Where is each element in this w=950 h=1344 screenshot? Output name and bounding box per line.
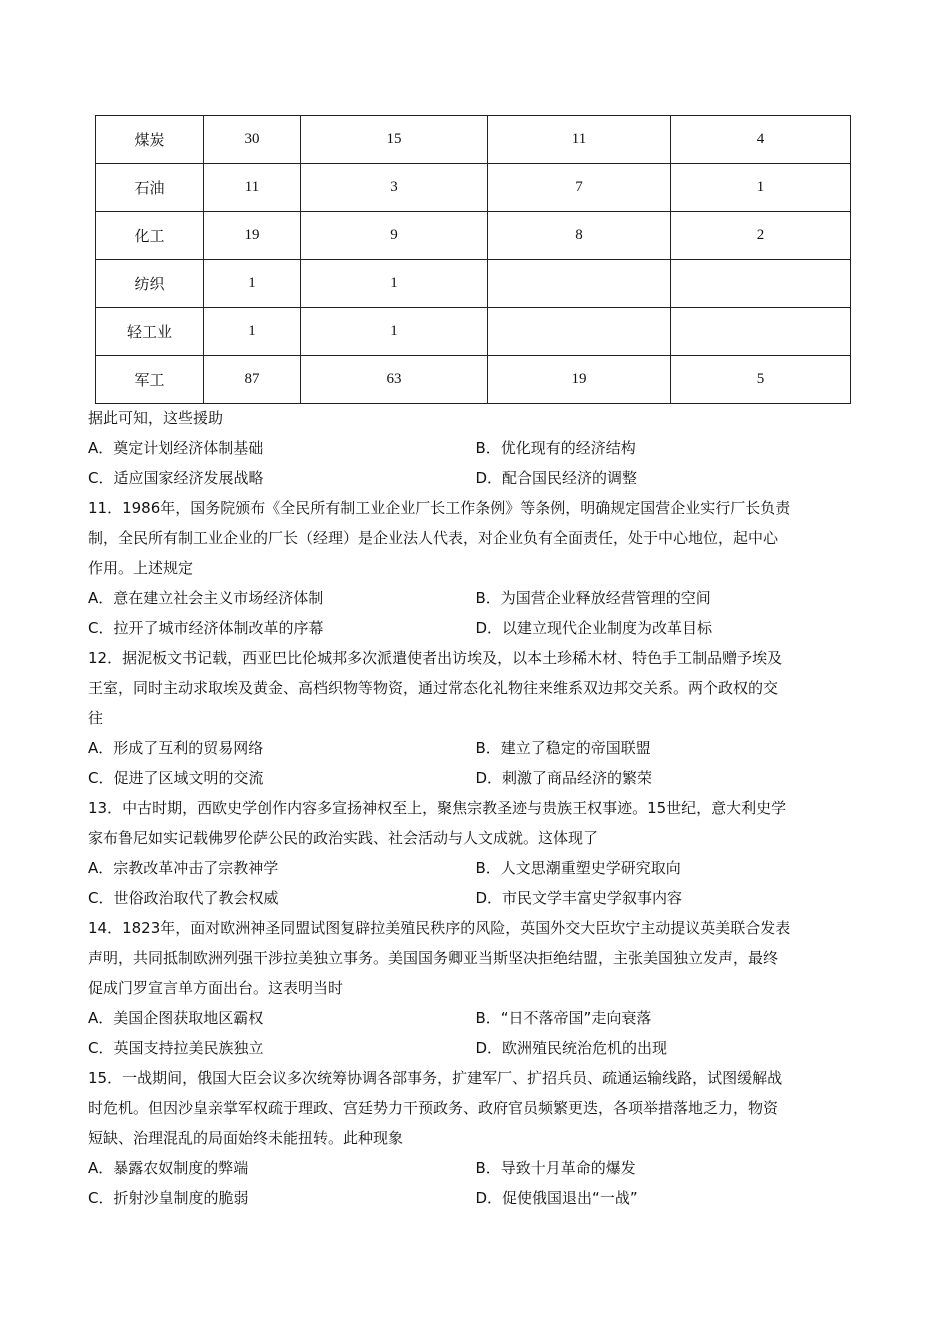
table-cell: 1 [204,308,301,356]
option-b[interactable]: B．人文思潮重塑史学研究取向 [475,859,681,877]
table-cell: 7 [488,164,671,212]
question-stem-line: 短缺、治理混乱的局面始终未能扭转。此种现象 [88,1129,404,1147]
question-10 [88,403,863,493]
question-stem-line: 声明，共同抵制欧洲列强干涉拉美独立事务。美国国务卿亚当斯坚决拒绝结盟，主张美国独立发声，最终 [88,949,779,967]
question-stem-line: 往 [88,709,104,727]
options-row [88,433,863,463]
question-stem-line: 家布鲁尼如实记载佛罗伦萨公民的政治实践、社会活动与人文成就。这体现了 [88,829,599,847]
question-stem: 据此可知，这些援助 [88,409,224,427]
table-cell: 87 [204,356,301,404]
options-row [88,1003,863,1033]
question-stem-line: 作用。上述规定 [88,559,194,577]
aid-projects-table [95,115,851,404]
options-row [88,1183,863,1213]
table-cell: 1 [301,260,488,308]
question-stem-line: 15．一战期间，俄国大臣会议多次统筹协调各部事务，扩建军厂、扩招兵员、疏通运输线路，试图缓解战 [88,1069,783,1087]
question-11 [88,493,863,643]
option-c[interactable]: C．适应国家经济发展战略 [88,469,264,487]
option-c[interactable]: C．促进了区域文明的交流 [88,769,264,787]
table-cell: 30 [204,116,301,164]
table-cell: 19 [204,212,301,260]
question-stem-line: 13．中古时期，西欧史学创作内容多宣扬神权至上，聚焦宗教圣迹与贵族王权事迹。15世纪，意大利史学 [88,799,787,817]
option-c[interactable]: C．世俗政治取代了教会权威 [88,889,279,907]
table-row [96,356,851,404]
option-d[interactable]: D．刺激了商品经济的繁荣 [475,769,653,787]
row-label: 纺织 [96,260,204,308]
row-label: 石油 [96,164,204,212]
option-b[interactable]: B．“日不落帝国”走向衰落 [475,1009,652,1027]
question-stem-line: 14．1823年，面对欧洲神圣同盟试图复辟拉美殖民秩序的风险，英国外交大臣坎宁主动提议英美联合发表 [88,919,791,937]
option-a[interactable]: A．暴露农奴制度的弊端 [88,1159,249,1177]
table-cell [488,260,671,308]
table-cell [671,308,851,356]
table-row [96,260,851,308]
table-cell [488,308,671,356]
option-a[interactable]: A．宗教改革冲击了宗教神学 [88,859,279,877]
options-row [88,763,863,793]
options-row [88,463,863,493]
table-cell: 19 [488,356,671,404]
option-d[interactable]: D．欧洲殖民统治危机的出现 [475,1039,668,1057]
table-row [96,308,851,356]
table-cell: 11 [204,164,301,212]
table-cell: 1 [671,164,851,212]
option-b[interactable]: B．建立了稳定的帝国联盟 [475,739,651,757]
table-cell: 2 [671,212,851,260]
table-row [96,164,851,212]
options-row [88,613,863,643]
option-b[interactable]: B．为国营企业释放经营管理的空间 [475,589,711,607]
question-stem-line: 制，全民所有制工业企业的厂长（经理）是企业法人代表，对企业负有全面责任，处于中心地位，起中心 [88,529,779,547]
option-a[interactable]: A．形成了互利的贸易网络 [88,739,264,757]
question-13 [88,793,863,913]
question-15 [88,1063,863,1213]
row-label: 化工 [96,212,204,260]
table-row [96,212,851,260]
table-cell: 8 [488,212,671,260]
option-c[interactable]: C．英国支持拉美民族独立 [88,1039,264,1057]
option-c[interactable]: C．拉开了城市经济体制改革的序幕 [88,619,324,637]
table-cell: 3 [301,164,488,212]
option-d[interactable]: D．市民文学丰富史学叙事内容 [475,889,683,907]
question-stem-line: 12．据泥板文书记载，西亚巴比伦城邦多次派遣使者出访埃及，以本土珍稀木材、特色手工制品赠予埃及 [88,649,783,667]
table-cell [671,260,851,308]
option-a[interactable]: A．意在建立社会主义市场经济体制 [88,589,324,607]
question-stem-line: 促成门罗宣言单方面出台。这表明当时 [88,979,344,997]
option-b[interactable]: B．导致十月革命的爆发 [475,1159,636,1177]
options-row [88,883,863,913]
row-label: 军工 [96,356,204,404]
table-cell: 4 [671,116,851,164]
table-cell: 15 [301,116,488,164]
table-cell: 1 [301,308,488,356]
options-row [88,583,863,613]
table-cell: 1 [204,260,301,308]
table-cell: 5 [671,356,851,404]
questions-body [88,403,863,1213]
question-14 [88,913,863,1063]
question-12 [88,643,863,793]
options-row [88,853,863,883]
row-label: 煤炭 [96,116,204,164]
option-d[interactable]: D．配合国民经济的调整 [475,469,638,487]
option-a[interactable]: A．美国企图获取地区霸权 [88,1009,264,1027]
options-row [88,1033,863,1063]
options-row [88,1153,863,1183]
table-cell: 11 [488,116,671,164]
table-cell: 63 [301,356,488,404]
question-stem-line: 时危机。但因沙皇亲掌军权疏于理政、宫廷势力干预政务、政府官员频繁更迭，各项举措落地乏力，物资 [88,1099,779,1117]
table-row [96,116,851,164]
option-d[interactable]: D．以建立现代企业制度为改革目标 [475,619,713,637]
question-stem-line: 11．1986年，国务院颁布《全民所有制工业企业厂长工作条例》等条例，明确规定国营企业实行厂长负责 [88,499,791,517]
options-row [88,733,863,763]
option-d[interactable]: D．促使俄国退出“一战” [475,1189,638,1207]
row-label: 轻工业 [96,308,204,356]
option-c[interactable]: C．折射沙皇制度的脆弱 [88,1189,249,1207]
table-cell: 9 [301,212,488,260]
option-a[interactable]: A．奠定计划经济体制基础 [88,439,264,457]
option-b[interactable]: B．优化现有的经济结构 [475,439,636,457]
question-stem-line: 王室，同时主动求取埃及黄金、高档织物等物资，通过常态化礼物往来维系双边邦交关系。两个政权的交 [88,679,779,697]
